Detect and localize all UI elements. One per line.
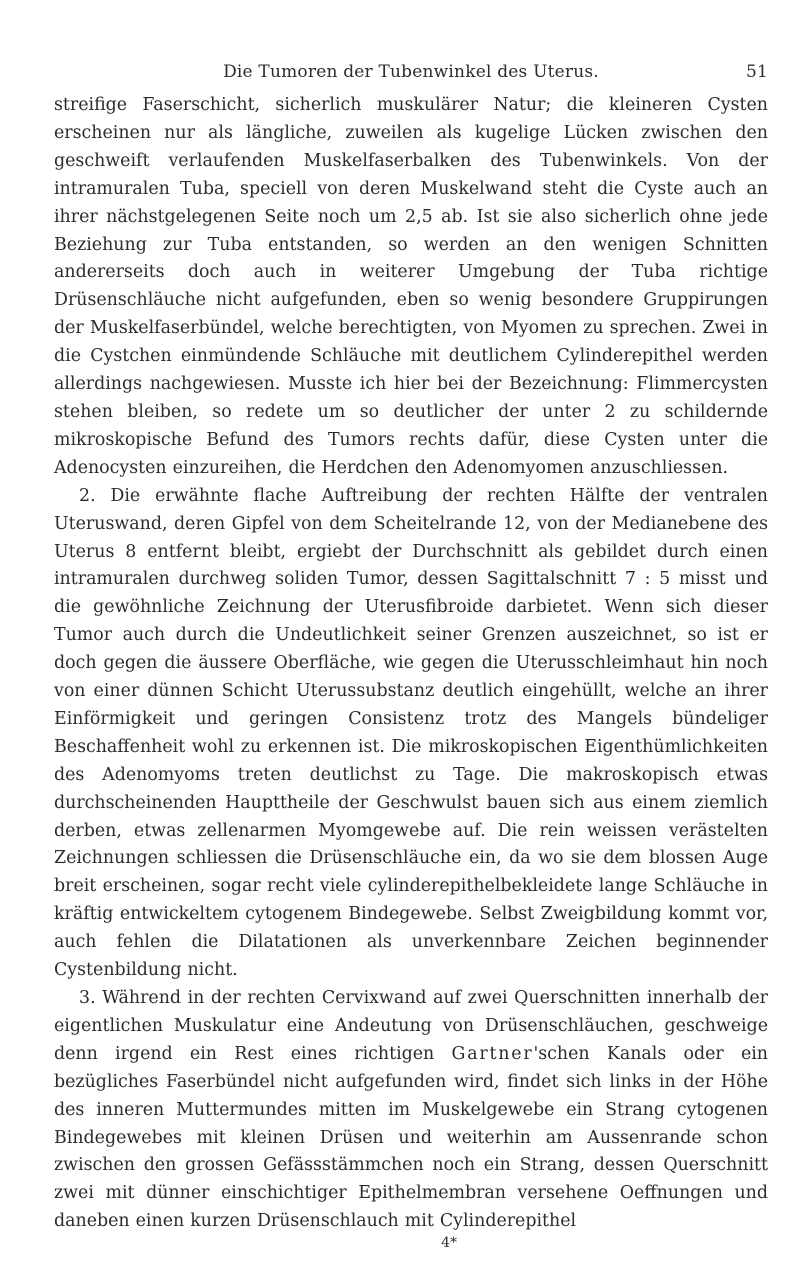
text-body	[54, 92, 768, 1252]
paragraph-3-text-b: 'schen Kanals oder ein bezügliches Faserbündel nicht aufgefunden wird, findet sich links in der Höhe des inneren Muttermundes mitten im Muskelgewebe ein Strang cytogenen Bindegewebes mit kleinen Drüsen und weiterhin am Aussenrande schon zwischen den grossen Gefässstämmchen noch ein Strang, dessen Querschnitt zwei mit dünner einschichtiger Epithelmembran versehene Oeffnungen und daneben einen kurzen Drüsenschlauch mit Cylinderepithel	[54, 1043, 768, 1232]
running-header	[54, 60, 768, 90]
running-title: Die Tumoren der Tubenwinkel des Uterus.	[223, 62, 599, 82]
paragraph-3	[54, 985, 768, 1236]
paragraph-1: streifige Faserschicht, sicherlich muskulärer Natur; die kleineren Cysten erscheinen nur als längliche, zuweilen als kugelige Lücken zwischen den geschweift verlaufenden Muskelfaserbalken des Tubenwinkels. Von der intramuralen Tuba, speciell von deren Muskelwand steht die Cyste auch an ihrer nächstgelegenen Seite noch um 2,5 ab. Ist sie also sicherlich ohne jede Beziehung zur Tuba entstanden, so werden an den wenigen Schnitten andererseits doch auch in weiterer Umgebung der Tuba richtige Drüsenschläuche nicht aufgefunden, eben so wenig besondere Gruppirungen der Muskelfaserbündel, welche berechtigten, von Myomen zu sprechen. Zwei in die Cystchen einmündende Schläuche mit deutlichem Cylinderepithel werden allerdings nachgewiesen. Musste ich hier bei der Bezeichnung: Flimmercysten stehen bleiben, so redete um so deutlicher der unter 2 zu schildernde mikroskopische Befund des Tumors rechts dafür, diese Cysten unter die Adenocysten einzureihen, die Herdchen den Adenomyomen anzuschliessen.	[54, 95, 768, 478]
paragraph-2: 2. Die erwähnte flache Auftreibung der rechten Hälfte der ventralen Uteruswand, deren Gipfel von dem Scheitelrande 12, von der Medianebene des Uterus 8 entfernt bleibt, ergiebt der Durchschnitt als gebildet durch einen intramuralen durchweg soliden Tumor, dessen Sagittalschnitt 7 : 5 misst und die gewöhnliche Zeichnung der Uterusfibroide darbietet. Wenn sich dieser Tumor auch durch die Undeutlichkeit seiner Grenzen auszeichnet, so ist er doch gegen die äussere Oberfläche, wie gegen die Uterusschleimhaut hin noch von einer dünnen Schicht Uterussubstanz deutlich eingehüllt, welche an ihrer Einförmigkeit und geringen Consistenz trotz des Mangels bündeliger Beschaffenheit wohl zu erkennen ist. Die mikroskopischen Eigenthümlichkeiten des Adenomyoms treten deutlichst zu Tage. Die makroskopisch etwas durchscheinenden Haupttheile der Geschwulst bauen sich aus einem ziemlich derben, etwas zellenarmen Myomgewebe auf. Die rein weissen verästelten Zeichnungen schliessen die Drüsenschläuche ein, da wo sie dem blossen Auge breit erscheinen, sogar recht viele cylinderepithelbekleidete lange Schläuche in kräftig entwickeltem cytogenem Bindegewebe. Selbst Zweigbildung kommt vor, auch fehlen die Dilatationen als unverkennbare Zeichen beginnender Cystenbildung nicht.	[54, 485, 768, 981]
paragraph-3-text-a: 3. Während in der rechten Cervixwand auf zwei Querschnitten innerhalb der eigentlichen Muskulatur eine Andeutung von Drüsenschläuchen, geschweige denn irgend ein Rest eines richtigen	[54, 988, 768, 1064]
signature-mark: 4*	[441, 1235, 457, 1252]
gartner-name: Gartner	[451, 1043, 534, 1064]
book-page	[54, 60, 768, 1260]
page-number: 51	[745, 62, 768, 82]
